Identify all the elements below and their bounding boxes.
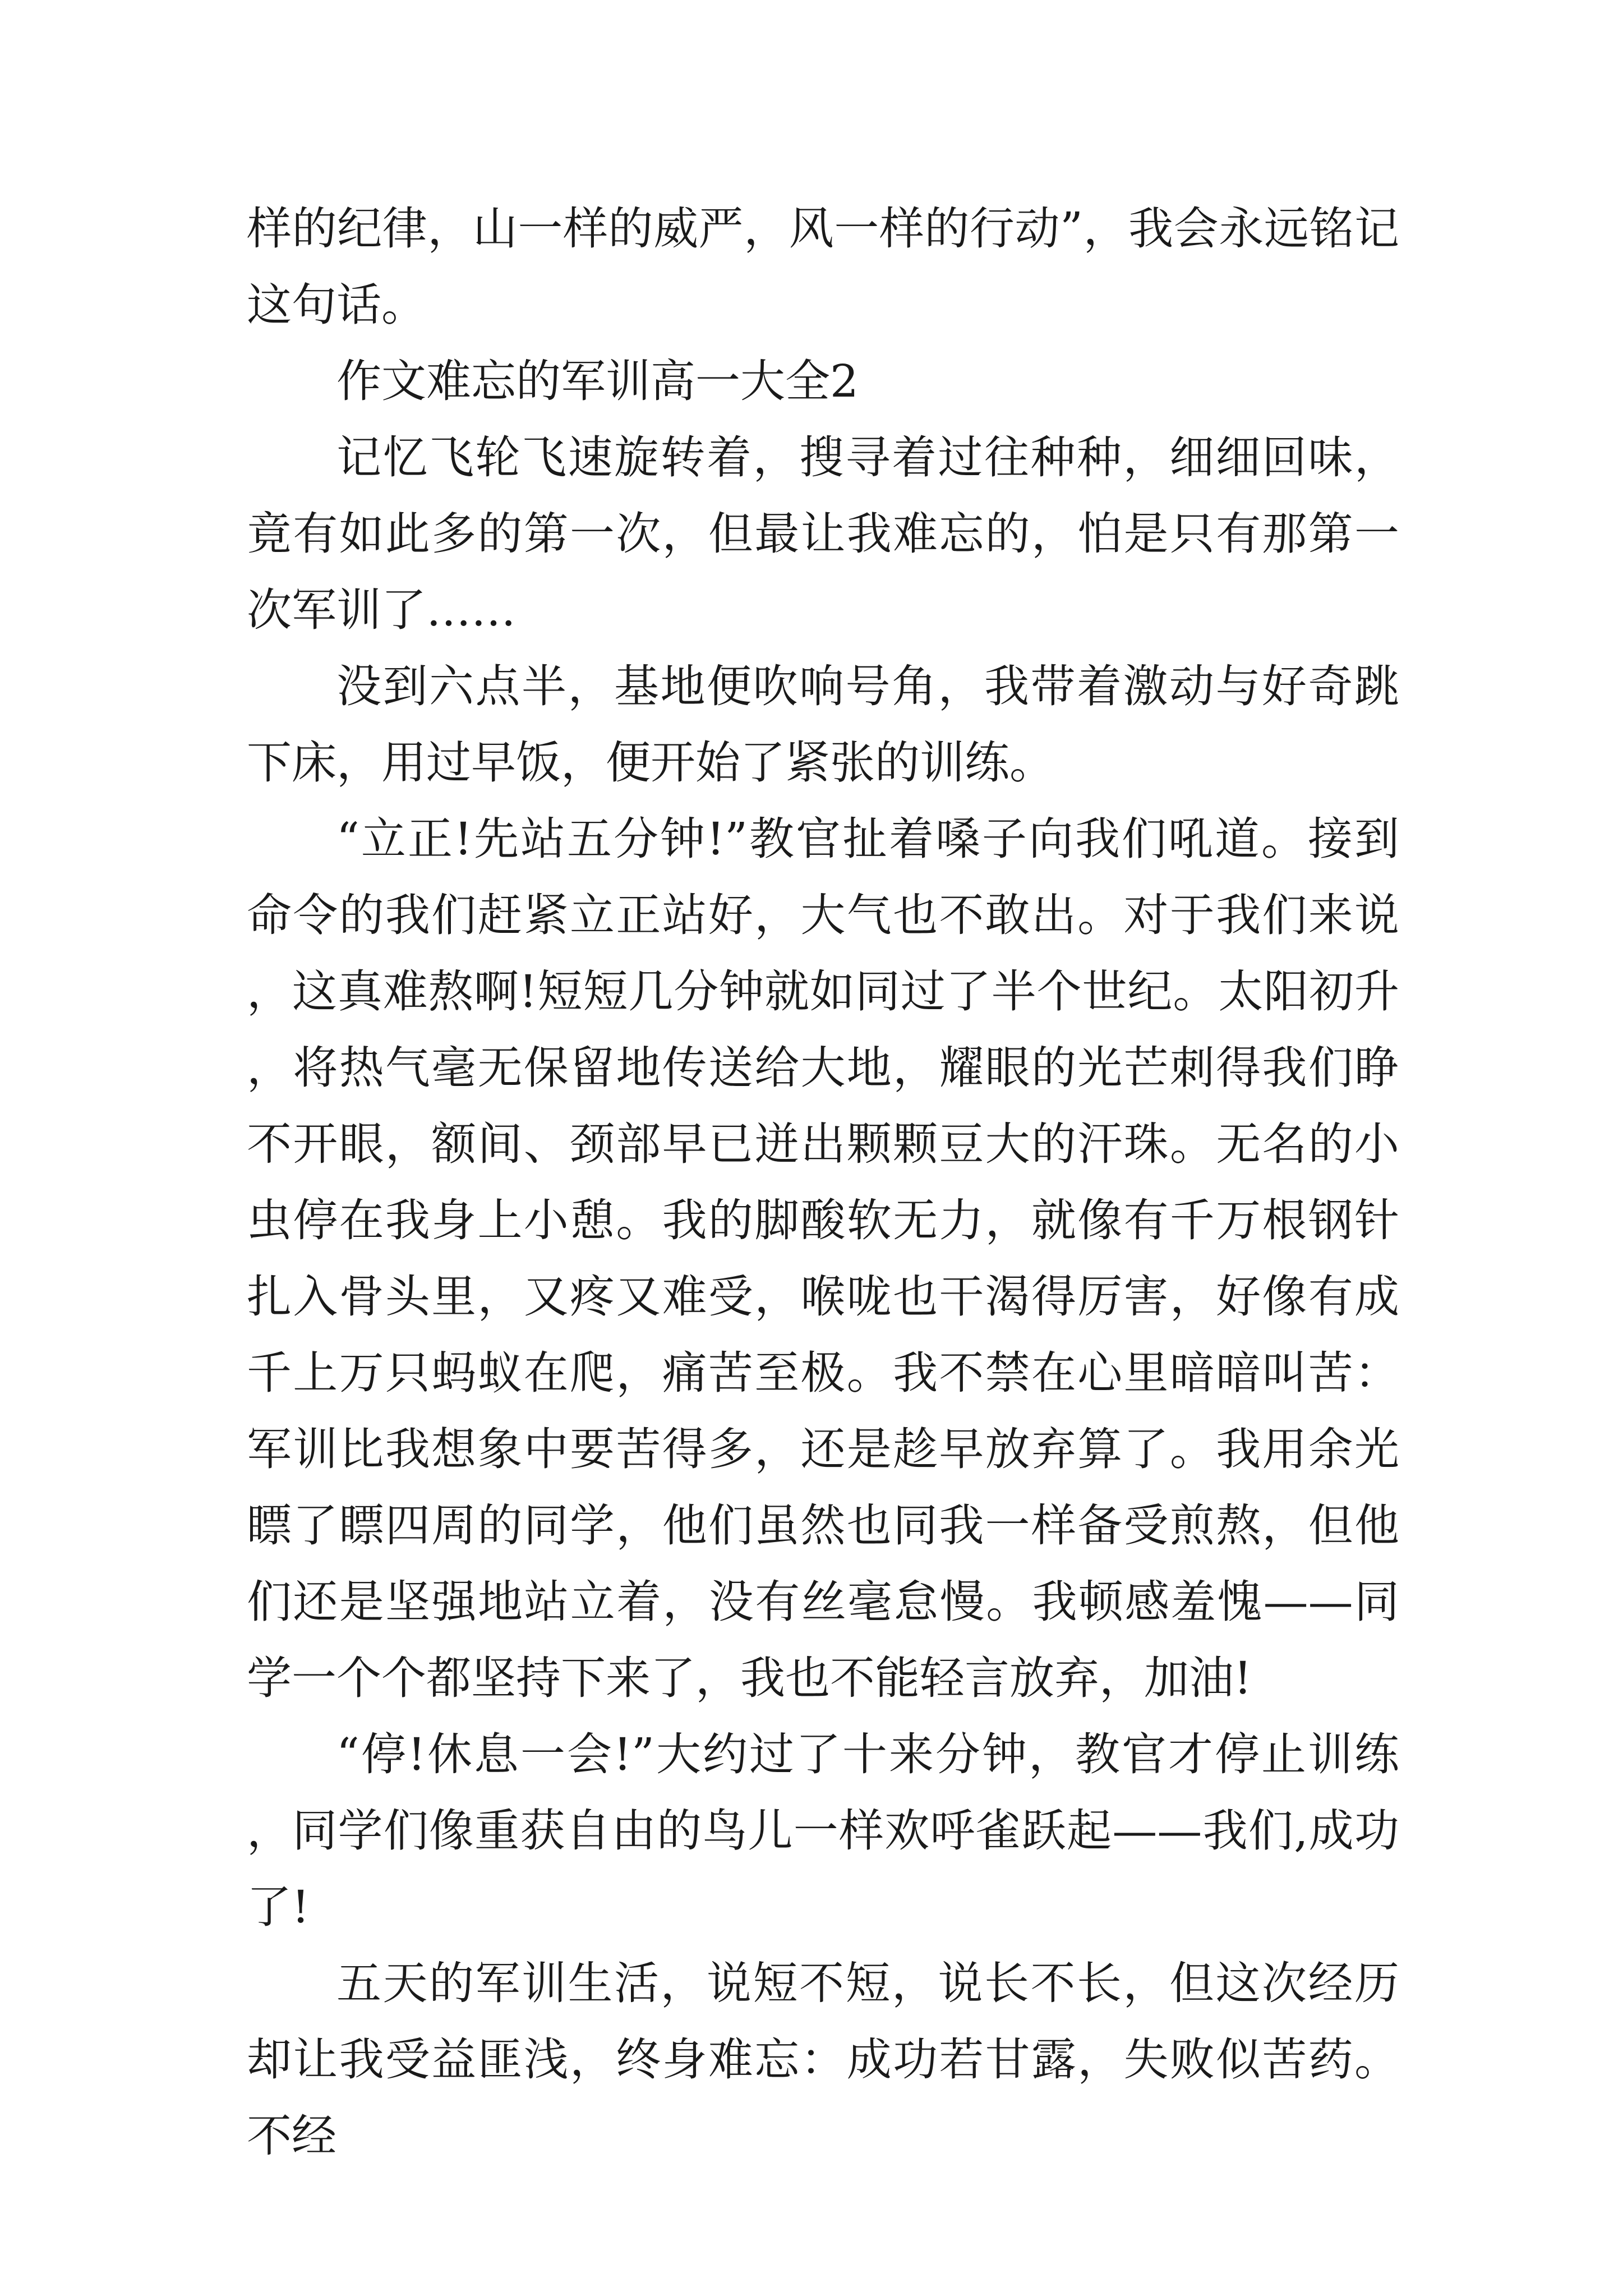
paragraph-reflection: 五天的军训生活，说短不短，说长不长，但这次经历却让我受益匪浅，终身难忘：成功若甘露，失败似苦药。不经: [247, 1957, 1399, 2162]
paragraph-standing-drill: “立正!先站五分钟!”教官扯着嗓子向我们吼道。接到命令的我们赶紧立正站好，大气也不敢出。对于我们来说，这真难熬啊!短短几分钟就如同过了半个世纪。太阳初升，将热气毫无保留地传送给大地，耀眼的光芒刺得我们睁不开眼，额间、颈部早已迸出颗颗豆大的汗珠。无名的小虫停在我身上小憩。我的脚酸软无力，就像有千万根钢针扎入骨头里，又疼又难受，喉咙也干渴得厉害，好像有成千上万只蚂蚁在爬，痛苦至极。我不禁在心里暗暗叫苦：军训比我想象中要苦得多，还是趁早放弃算了。我用余光瞟了瞟四周的同学，他们虽然也同我一样备受煎熬，但他们还是坚强地站立着，没有丝毫怠慢。我顿感羞愧——同学一个个都坚持下来了，我也不能轻言放弃，加油!: [247, 813, 1399, 1704]
paragraph-morning: 没到六点半，基地便吹响号角，我带着激动与好奇跳下床，用过早饭，便开始了紧张的训练。: [247, 660, 1399, 789]
paragraph-rest: “停!休息一会!”大约过了十来分钟，教官才停止训练，同学们像重获自由的鸟儿一样欢呼雀跃起——我们,成功了!: [247, 1728, 1399, 1933]
paragraph-continuation: 样的纪律，山一样的威严，风一样的行动”，我会永远铭记这句话。: [247, 203, 1399, 331]
document-body: [247, 191, 1399, 2174]
paragraph-intro: 记忆飞轮飞速旋转着，搜寻着过往种种，细细回味，竟有如此多的第一次，但最让我难忘的，怕是只有那第一次军训了……: [247, 431, 1399, 636]
section-heading: 作文难忘的军训高一大全2: [336, 355, 859, 407]
